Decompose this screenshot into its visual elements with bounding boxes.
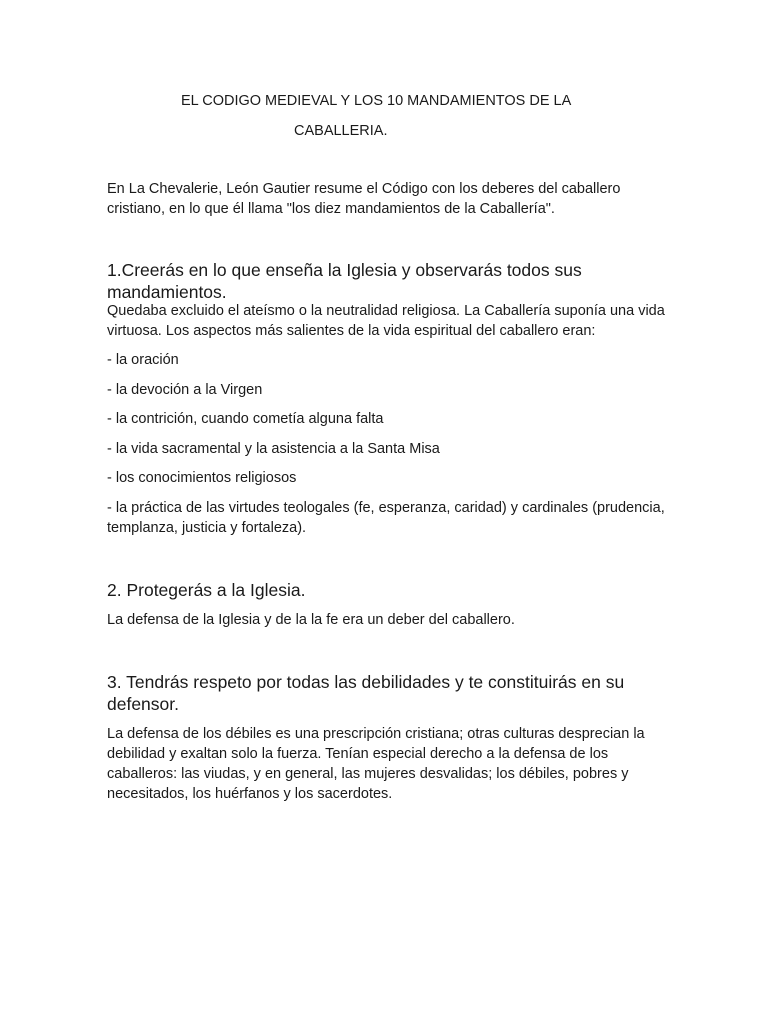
section-3-heading: 3. Tendrás respeto por todas las debilidades y te constituirás en su defensor.: [107, 672, 625, 714]
list-item: - los conocimientos religiosos: [107, 470, 297, 486]
section-2-paragraph: La defensa de la Iglesia y de la la fe era un deber del caballero.: [107, 612, 515, 628]
section-1-heading: 1.Creerás en lo que enseña la Iglesia y observarás todos sus mandamientos.: [107, 260, 582, 302]
section-1-paragraph: Quedaba excluido el ateísmo o la neutralidad religiosa. La Caballería suponía una vida virtuosa. Los aspectos más salientes de la vida espiritual del caballero eran:: [107, 303, 665, 339]
list-item: - la práctica de las virtudes teologales (fe, esperanza, caridad) y cardinales (prudencia, templanza, justicia y fortaleza).: [107, 499, 665, 536]
list-item: - la devoción a la Virgen: [107, 381, 263, 398]
list-item: - la oración: [107, 352, 179, 368]
document-title-line-1: EL CODIGO MEDIEVAL Y LOS 10 MANDAMIENTOS DE LA: [181, 93, 572, 109]
intro-paragraph: En La Chevalerie, León Gautier resume el Código con los deberes del caballero cristiano, en lo que él llama "los diez mandamientos de la Caballería".: [107, 181, 621, 217]
list-item: - la contrición, cuando cometía alguna falta: [107, 411, 384, 427]
section-2-heading: 2. Protegerás a la Iglesia.: [107, 580, 306, 600]
section-1-list: [107, 350, 667, 547]
document-title-line-2: CABALLERIA.: [294, 123, 388, 139]
list-item: - la vida sacramental y la asistencia a la Santa Misa: [107, 440, 440, 457]
section-3-paragraph: La defensa de los débiles es una prescripción cristiana; otras culturas desprecian la debilidad y exaltan solo la fuerza. Tenían especial derecho a la defensa de los caballeros: las viudas, y en general, las mujeres desvalidas; los débiles, pobres y necesitados, los huérfanos y los sacerdotes.: [107, 726, 645, 802]
